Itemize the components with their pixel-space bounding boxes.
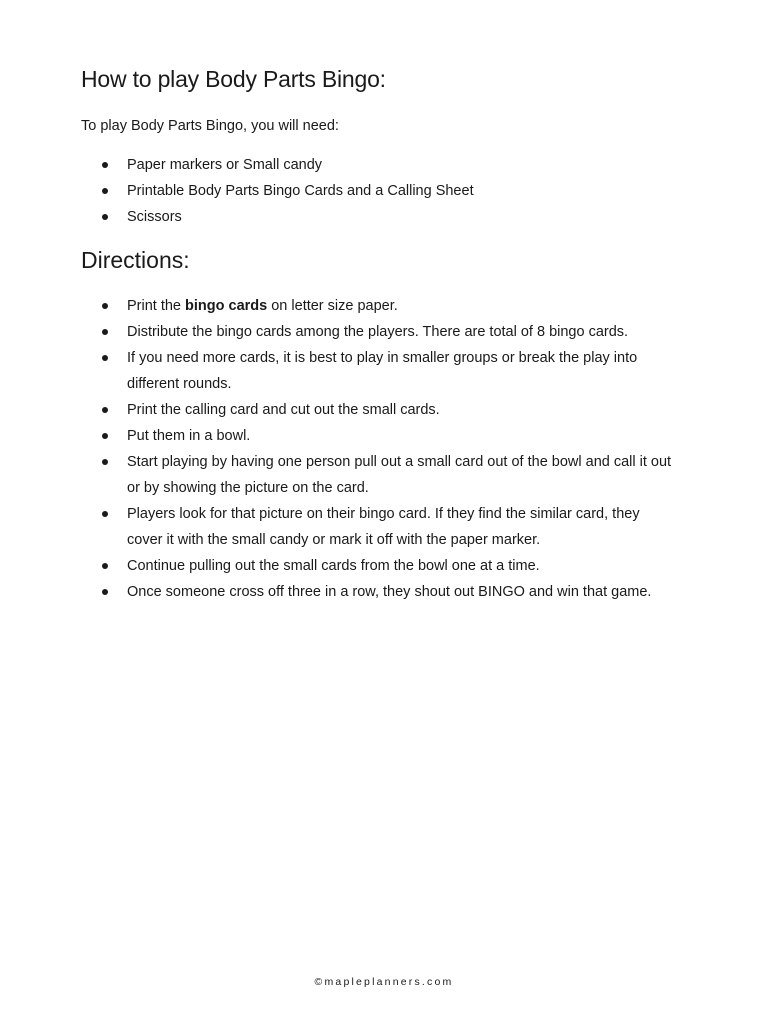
list-item: Put them in a bowl. bbox=[102, 423, 702, 449]
footer-credit: ©mapleplanners.com bbox=[314, 976, 454, 988]
list-item: Start playing by having one person pull out a small card out of the bowl and call it out or by showing the picture on the card. bbox=[102, 449, 672, 501]
list-item: Once someone cross off three in a row, they shout out BINGO and win that game. bbox=[102, 579, 667, 605]
bold-text: bingo cards bbox=[185, 298, 268, 314]
list-item: Scissors bbox=[102, 204, 702, 230]
list-item: Continue pulling out the small cards from the bowl one at a time. bbox=[102, 553, 702, 579]
list-item bbox=[102, 293, 702, 319]
list-item: Distribute the bingo cards among the players. There are total of 8 bingo cards. bbox=[102, 319, 702, 345]
list-item: If you need more cards, it is best to play in smaller groups or break the play into different rounds. bbox=[102, 345, 667, 397]
page-title: How to play Body Parts Bingo: bbox=[81, 66, 386, 92]
directions-list bbox=[102, 293, 702, 605]
list-item: Print the calling card and cut out the small cards. bbox=[102, 397, 702, 423]
intro-text: To play Body Parts Bingo, you will need: bbox=[81, 118, 339, 134]
list-item-text: Print the bbox=[127, 298, 186, 314]
list-item-text: on letter size paper. bbox=[267, 298, 398, 314]
list-item: Printable Body Parts Bingo Cards and a Calling Sheet bbox=[102, 178, 702, 204]
list-item: Paper markers or Small candy bbox=[102, 152, 702, 178]
supplies-list bbox=[102, 152, 702, 230]
list-item: Players look for that picture on their bingo card. If they find the similar card, they cover it with the small candy or mark it off with the paper marker. bbox=[102, 501, 672, 553]
directions-heading: Directions: bbox=[81, 247, 190, 273]
